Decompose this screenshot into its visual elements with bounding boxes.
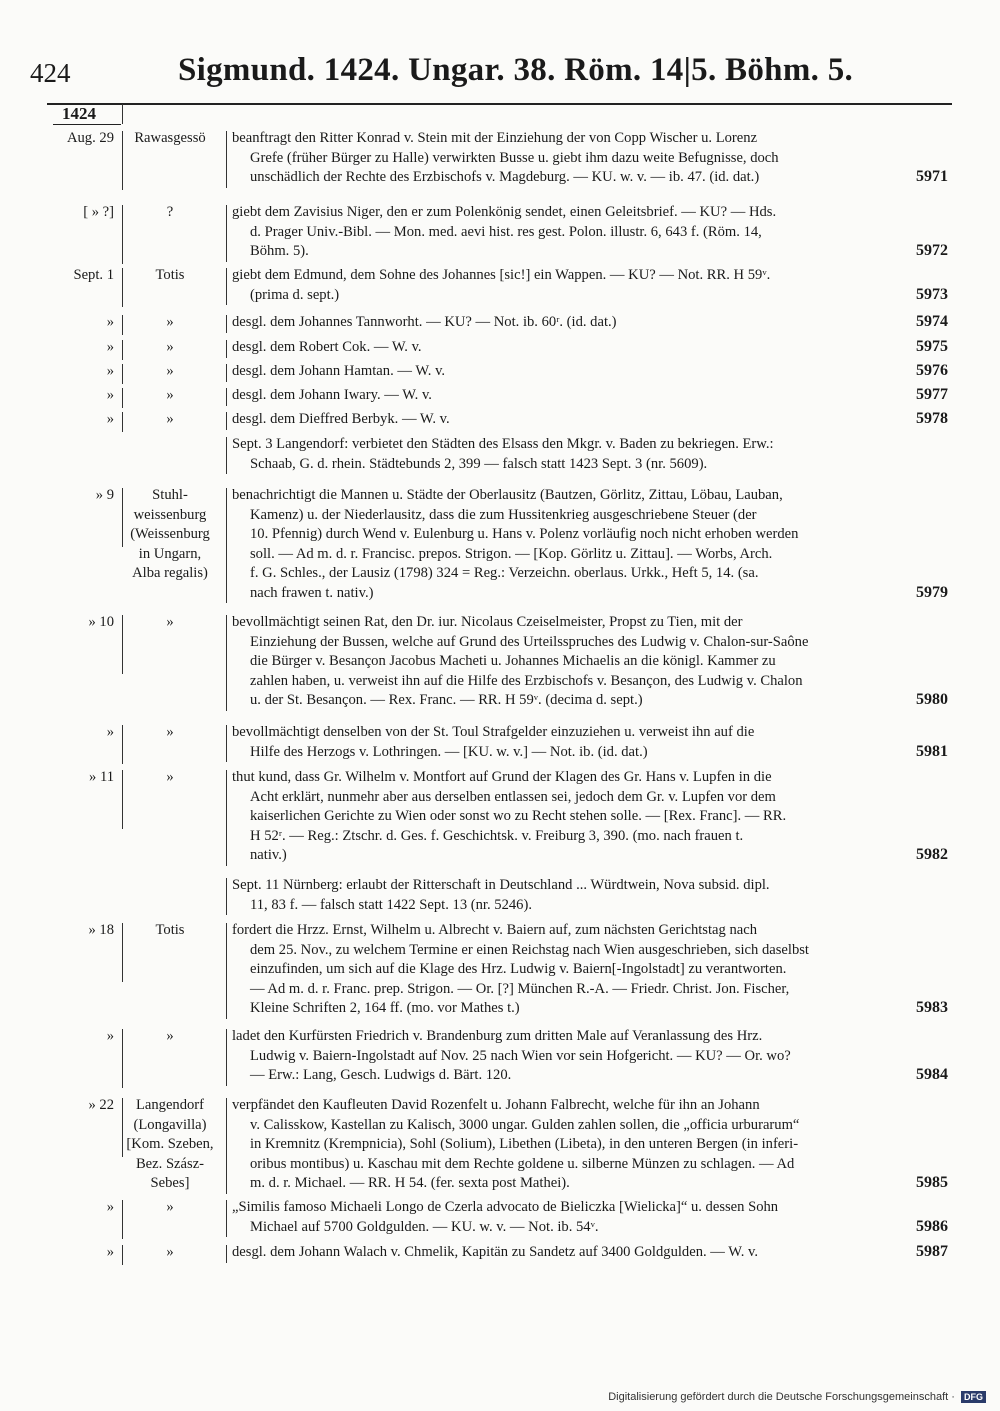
page-header <box>30 50 970 100</box>
column-rule <box>226 725 227 762</box>
entry-text-line: Michael auf 5700 Goldgulden. — KU. w. v. — Not. ib. 54ᵛ. <box>250 1218 599 1235</box>
entry-text-line: die Bürger v. Besançon Jacobus Macheti u. Johannes Michaelis an die königl. Kammer zu <box>250 653 776 669</box>
entry-place <box>118 768 222 788</box>
entry-place <box>118 1243 222 1263</box>
entry-text-line: bevollmächtigt seinen Rat, den Dr. iur. Nicolaus Czeiselmeister, Propst zu Tien, mit der <box>232 614 743 630</box>
entry-date: » <box>106 411 114 427</box>
entry-number: 5975 <box>916 338 948 355</box>
entry-place-line: » <box>166 1028 174 1044</box>
column-rule <box>226 364 227 382</box>
entry-place-line: Totis <box>155 922 185 938</box>
entry-place <box>118 613 222 633</box>
entry-text-line: fordert die Hrzz. Ernst, Wilhelm u. Albrecht v. Baiern auf, zum nächsten Gerichtstag nach <box>232 922 758 938</box>
entry-place-line: » <box>166 1199 174 1215</box>
entry-place-line: ? <box>166 204 174 220</box>
entry-text <box>232 613 948 711</box>
column-divider <box>122 104 123 124</box>
entry-number: 5979 <box>916 583 948 601</box>
entry-text-line: Acht erklärt, nunmehr aber aus derselben entlassen sei, jedoch dem Gr. v. Lupfen vor dem <box>250 788 776 805</box>
entry-text <box>232 1243 948 1263</box>
entry-number: 5974 <box>916 313 948 330</box>
entry-place <box>118 386 222 406</box>
entry-text <box>232 768 948 866</box>
entry-place-line: » <box>166 769 174 785</box>
entry-place <box>118 362 222 382</box>
entry-text <box>232 1198 948 1237</box>
entry-date: Sept. 1 <box>73 267 114 283</box>
entry-place-line: weissenburg <box>133 506 207 523</box>
column-rule <box>226 268 227 305</box>
year-rule <box>53 124 121 125</box>
entry-date: Aug. 29 <box>66 130 114 146</box>
entry-place-line: Sebes] <box>150 1175 190 1191</box>
footer-text: Digitalisierung gefördert durch die Deutsche Forschungsgemeinschaft <box>608 1391 949 1403</box>
entry-text <box>232 313 948 333</box>
entry-place-line: » <box>166 387 174 403</box>
entry-number: 5986 <box>916 1217 948 1235</box>
entry-text-line: desgl. dem Johann Hamtan. — W. v. <box>232 363 446 379</box>
entry-text-line: benachrichtigt die Mannen u. Städte der Oberlausitz (Bautzen, Görlitz, Zittau, Löbau, Lauban, <box>232 487 783 503</box>
entry-text <box>232 435 948 474</box>
entry-place-line: (Weissenburg <box>130 526 210 542</box>
entry-text-line: v. Calisskow, Kastellan zu Kalisch, 3000 ungar. Gulden zahlen sollen, die „officia urburarum“ <box>250 1116 800 1133</box>
entry-text-line: Böhm. 5). <box>250 243 309 259</box>
column-rule <box>226 488 227 603</box>
entry-number: 5978 <box>916 410 948 427</box>
entry-place <box>118 266 222 286</box>
entry-text-line: 11, 83 f. — falsch statt 1422 Sept. 13 (nr. 5246). <box>250 896 532 913</box>
entry-date: » 22 <box>88 1097 114 1113</box>
entry-place <box>118 486 222 584</box>
entry-number: 5971 <box>916 168 948 185</box>
entry-number: 5973 <box>916 285 948 303</box>
column-rule <box>226 340 227 358</box>
entry-text-line: 10. Pfennig) durch Wend v. Eulenburg u. Hans v. Polenz vorläufig noch nicht erhoben werden <box>250 526 799 542</box>
entry-number: 5983 <box>916 999 948 1016</box>
year-cell: 1424 <box>62 104 96 123</box>
entry-text-line: desgl. dem Johannes Tannworht. — KU? — Not. ib. 60ʳ. (id. dat.) <box>232 314 617 330</box>
entry-place-line: » <box>166 363 174 379</box>
footer: Digitalisierung gefördert durch die Deutsche Forschungsgemeinschaft · DFG <box>608 1391 986 1403</box>
entry-text <box>232 129 948 188</box>
entry-text-line: d. Prager Univ.-Bibl. — Mon. med. aevi hist. res gest. Polon. illustr. 6, 643 f. (Röm. 14, <box>250 223 762 240</box>
entry-date: » <box>106 387 114 403</box>
column-rule <box>226 388 227 406</box>
entry-date: [ » ?] <box>83 204 114 220</box>
entry-text-line: (prima d. sept.) <box>250 286 340 303</box>
entry-text-line: desgl. dem Robert Cok. — W. v. <box>232 339 422 355</box>
entry-date: » <box>106 1028 114 1044</box>
entry-place-line: » <box>166 1244 174 1260</box>
entry-text <box>232 203 948 262</box>
entry-date: » <box>106 1244 114 1260</box>
entry-place-line: Rawasgessö <box>134 130 206 146</box>
entry-date: » 11 <box>89 769 114 785</box>
entry-text <box>232 876 948 915</box>
entry-text-line: kaiserlichen Gerichte zu Wien oder sonst wo zu Recht stehen solle. — [Rex. Franc]. — RR. <box>250 808 787 824</box>
entry-text <box>232 410 948 430</box>
entry-date: » 10 <box>88 614 114 630</box>
entry-place-line: Stuhl- <box>152 487 188 503</box>
entry-text-line: soll. — Ad m. d. r. Francisc. prepos. Strigon. — [Kop. Görlitz u. Zittau]. — Worbs, Arch. <box>250 545 773 562</box>
entry-text-line: beanftragt den Ritter Konrad v. Stein mit der Einziehung der von Copp Wischer u. Lorenz <box>232 130 758 146</box>
entry-text <box>232 723 948 762</box>
entry-place-line: Bez. Szász- <box>135 1155 205 1172</box>
entry-place <box>118 129 222 149</box>
column-rule <box>226 1245 227 1263</box>
entry-text-line: u. der St. Besançon. — Rex. Franc. — RR. H 59ᵛ. (decima d. sept.) <box>250 692 643 708</box>
entry-text-line: Hilfe des Herzogs v. Lothringen. — [KU. w. v.] — Not. ib. (id. dat.) <box>250 743 648 760</box>
page-number: 424 <box>30 58 71 88</box>
column-rule <box>226 412 227 430</box>
entry-text-line: ladet den Kurfürsten Friedrich v. Brandenburg zum dritten Male auf Veranlassung des Hrz. <box>232 1028 763 1044</box>
entry-place-line: Alba regalis) <box>132 565 208 581</box>
column-rule <box>226 923 227 1019</box>
entry-text <box>232 1096 948 1194</box>
entry-place-line: » <box>166 724 174 740</box>
entry-text-line: verpfändet den Kaufleuten David Rozenfelt u. Johann Falbrecht, welche für ihn an Johann <box>232 1097 760 1113</box>
entry-place <box>118 1198 222 1218</box>
entry-text-line: unschädlich der Rechte des Erzbischofs v. Magdeburg. — KU. w. v. — ib. 47. (id. dat.) <box>250 169 760 185</box>
entry-text-line: Kamenz) u. der Niederlausitz, dass die zum Hussitenkrieg ausgeschriebene Steuer (der <box>250 506 757 523</box>
entry-text-line: oribus montibus) u. Kaschau mit dem Rechte goldene u. silberne Münzen zu schlagen. — Ad <box>250 1155 795 1172</box>
entry-text-line: zahlen haben, u. verweist ihn auf die Hilfe des Erzbischofs v. Besançon, des Ludwig v. Chalon <box>250 672 803 689</box>
entry-number: 5972 <box>916 242 948 259</box>
column-rule <box>226 1098 227 1194</box>
entry-place-line: » <box>166 314 174 330</box>
column-rule <box>226 205 227 262</box>
entry-text-line: „Similis famoso Michaeli Longo de Czerla advocato de Bieliczka [Wielicka]“ u. dessen Sohn <box>232 1199 779 1215</box>
entry-place <box>118 1027 222 1047</box>
entry-place-line: [Kom. Szeben, <box>126 1136 214 1152</box>
entry-date: » 9 <box>95 487 114 503</box>
entry-text-line: nativ.) <box>250 847 287 863</box>
entry-place-line: » <box>166 339 174 355</box>
entry-date: » <box>106 724 114 740</box>
entry-place <box>118 203 222 223</box>
entry-text-line: dem 25. Nov., zu welchem Termine er einen Reichstag nach Wien ausgeschrieben, sich daselbst <box>250 941 809 958</box>
entry-number: 5981 <box>916 742 948 760</box>
entry-text-line: Kleine Schriften 2, 164 ff. (mo. vor Mathes t.) <box>250 1000 520 1016</box>
entry-number: 5976 <box>916 362 948 379</box>
entry-text-line: giebt dem Edmund, dem Sohne des Johannes [sic!] ein Wappen. — KU? — Not. RR. H 59ᵛ. <box>232 267 771 283</box>
entry-text-line: nach frawen t. nativ.) <box>250 584 374 601</box>
entry-text-line: Grefe (früher Bürger zu Halle) verwirkten Busse u. giebt ihm dazu weite Befugnisse, doch <box>250 149 779 166</box>
page-title: Sigmund. 1424. Ungar. 38. Röm. 14|5. Böhm. 5. <box>178 52 854 88</box>
column-rule <box>226 1200 227 1237</box>
entry-place <box>118 410 222 430</box>
entry-text-line: giebt dem Zavisius Niger, den er zum Polenkönig sendet, einen Geleitsbrief. — KU? — Hds. <box>232 204 777 220</box>
entry-text-line: Sept. 11 Nürnberg: erlaubt der Ritterschaft in Deutschland ... Würdtwein, Nova subsid. dipl. <box>232 877 770 893</box>
column-rule <box>226 615 227 711</box>
entry-text-line: desgl. dem Johann Walach v. Chmelik, Kapitän zu Sandetz auf 3400 Goldgulden. — W. v. <box>232 1244 758 1260</box>
entry-text-line: desgl. dem Johann Iwary. — W. v. <box>232 387 432 403</box>
entry-number: 5984 <box>916 1066 948 1083</box>
entry-text <box>232 921 948 1019</box>
entry-number: 5980 <box>916 691 948 708</box>
entry-text-line: Ludwig v. Baiern-Ingolstadt auf Nov. 25 nach Wien vor sein Hofgericht. — KU? — Or. wo? <box>250 1047 791 1064</box>
entry-text-line: Sept. 3 Langendorf: verbietet den Städten des Elsass den Mkgr. v. Baden zu bekriegen. Erw.: <box>232 436 774 452</box>
entry-number: 5987 <box>916 1243 948 1260</box>
column-rule <box>226 437 227 474</box>
entry-place <box>118 338 222 358</box>
entry-place <box>118 723 222 743</box>
entry-text-line: desgl. dem Dieffred Berbyk. — W. v. <box>232 411 450 427</box>
entry-text-line: — Erw.: Lang, Gesch. Ludwigs d. Bärt. 120. <box>250 1067 512 1083</box>
entry-text-line: m. d. r. Michael. — RR. H 54. (fer. sexta post Mathei). <box>250 1175 570 1191</box>
header-rule <box>47 103 952 105</box>
entry-text-line: bevollmächtigt denselben von der St. Toul Strafgelder einzuziehen u. verweist ihn auf die <box>232 724 755 740</box>
entry-text-line: f. G. Schles., der Lausiz (1798) 324 = Reg.: Verzeichn. oberlaus. Urkk., Heft 5, 14. (sa. <box>250 565 759 581</box>
entry-place <box>118 313 222 333</box>
entry-place-line: » <box>166 614 174 630</box>
entry-text-line: — Ad m. d. r. Franc. prep. Strigon. — Or. [?] München R.-A. — Friedr. Christ. Jon. Fischer, <box>250 980 790 997</box>
entry-text-line: Schaab, G. d. rhein. Städtebunds 2, 399 — falsch statt 1423 Sept. 3 (nr. 5609). <box>250 455 708 472</box>
entry-text-line: H 52ʳ. — Reg.: Ztschr. d. Ges. f. Geschichtsk. v. Freiburg 3, 390. (mo. nach frauen t. <box>250 827 744 844</box>
entry-text <box>232 362 948 382</box>
entry-text-line: in Kremnitz (Krempnicia), Sohl (Solium), Libethen (Libeta), in den unteren Bergen (in inferi- <box>250 1136 799 1152</box>
column-rule <box>226 315 227 333</box>
entry-date: » <box>106 314 114 330</box>
entry-date: » <box>106 1199 114 1215</box>
column-rule <box>226 131 227 188</box>
entry-text <box>232 338 948 358</box>
entry-text <box>232 1027 948 1086</box>
entry-text <box>232 386 948 406</box>
entry-place-line: » <box>166 411 174 427</box>
entry-place-line: (Longavilla) <box>133 1116 207 1133</box>
entry-text-line: thut kund, dass Gr. Wilhelm v. Montfort auf Grund der Klagen des Gr. Hans v. Lupfen in die <box>232 769 772 785</box>
entry-number: 5982 <box>916 846 948 863</box>
column-rule <box>226 770 227 866</box>
entry-date: » <box>106 363 114 379</box>
dfg-logo: DFG <box>961 1391 986 1403</box>
entry-place <box>118 921 222 941</box>
entry-number: 5977 <box>916 386 948 403</box>
entry-text-line: einzufinden, um sich auf die Klage des Hrz. Ludwig v. Baiern[-Ingolstadt] zu verantworten. <box>250 961 787 977</box>
column-rule <box>226 878 227 915</box>
entry-place <box>118 1096 222 1194</box>
entry-place-line: Langendorf <box>135 1097 205 1113</box>
column-rule <box>226 1029 227 1086</box>
entry-text <box>232 486 948 603</box>
entry-text-line: Einziehung der Bussen, welche auf Grund des Urteilsspruches des Ludwig v. Chalon-sur-Saône <box>250 633 809 650</box>
entry-number: 5985 <box>916 1174 948 1191</box>
entry-place-line: in Ungarn, <box>138 545 202 562</box>
entry-place-line: Totis <box>155 267 185 283</box>
entry-text <box>232 266 948 305</box>
entry-date: » <box>106 339 114 355</box>
entry-date: » 18 <box>88 922 114 938</box>
